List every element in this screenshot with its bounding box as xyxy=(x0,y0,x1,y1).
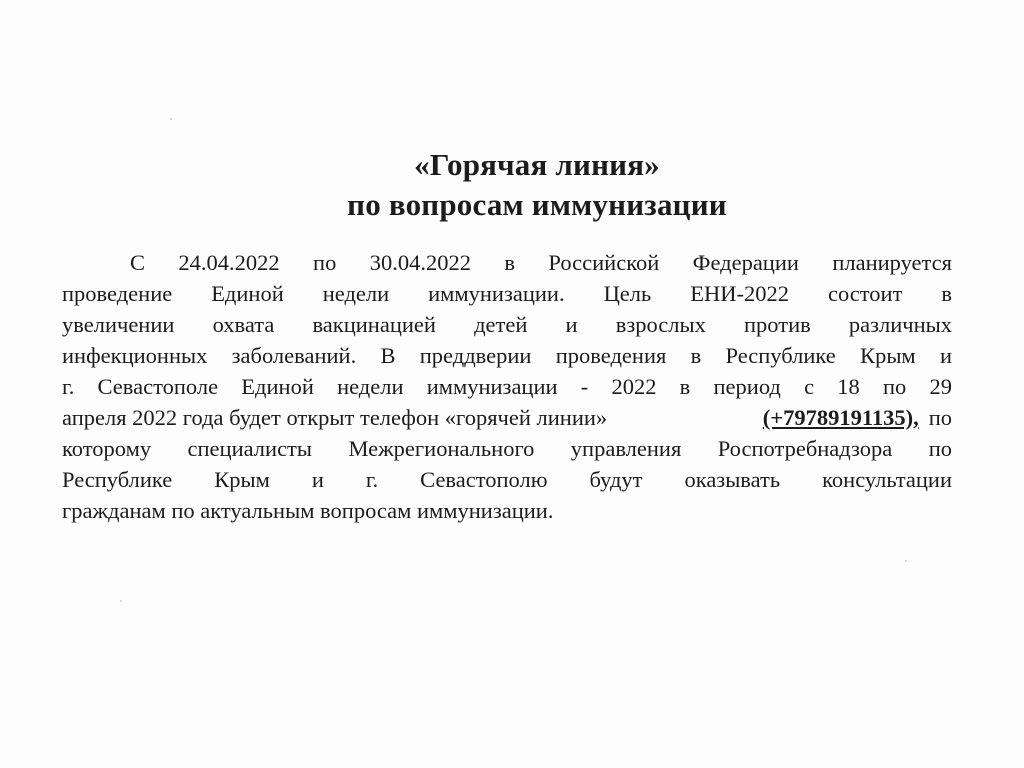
document-subtitle: по вопросам иммунизации xyxy=(347,187,727,222)
paragraph-line: Республике Крым и г. Севастополю будут оказывать консультации xyxy=(62,467,952,492)
paragraph-line: проведение Единой недели иммунизации. Цель ЕНИ-2022 состоит в xyxy=(62,281,952,306)
document-title: «Горячая линия» xyxy=(414,147,660,182)
scan-speck xyxy=(120,600,122,602)
paragraph-line: г. Севастополе Единой недели иммунизации - 2022 в период с 18 по 29 xyxy=(62,374,952,399)
paragraph-line-text: апреля 2022 года будет открыт телефон «горячей линии» xyxy=(62,405,608,430)
paragraph-line: гражданам по актуальным вопросам иммунизации. xyxy=(62,498,554,523)
paragraph-line: увеличении охвата вакцинацией детей и взрослых против различных xyxy=(62,312,952,337)
paragraph-line: С 24.04.2022 по 30.04.2022 в Российской Федерации планируется xyxy=(130,250,952,275)
scan-speck xyxy=(170,118,172,120)
paragraph-line: которому специалисты Межрегионального управления Роспотребнадзора по xyxy=(62,436,952,461)
paragraph-line-suffix: по xyxy=(928,405,952,430)
paragraph-line: инфекционных заболеваний. В преддверии проведения в Республике Крым и xyxy=(62,343,952,368)
hotline-phone-number: (+79789191135), xyxy=(762,405,919,430)
paragraph-line-with-phone xyxy=(62,403,952,433)
scan-speck xyxy=(905,560,907,562)
